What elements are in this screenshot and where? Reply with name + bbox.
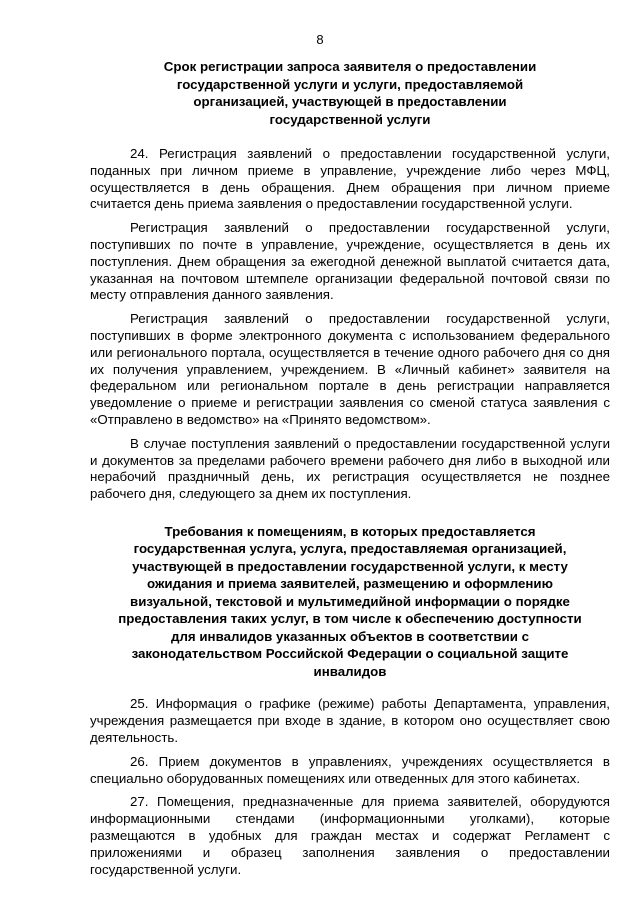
section-heading-registration-deadline: Срок регистрации запроса заявителя о предоставлении государственной услуги и услуги, предоставляемой организацией, участвующей в предоставлении государственной услуги (163, 59, 537, 127)
page-number: 8 (316, 32, 324, 47)
paragraph-electronic-registration: Регистрация заявлений о предоставлении государственной услуги, поступивших в форме электронного документа с использованием федерального или регионального портала, осуществляется в течение одного рабочего дня со дня их получения управлением, учреждением. В «Личный кабинет» заявителя на федеральном или региональном портале в день регистрации направляется уведомление о приеме и регистрации заявления со сменой статуса заявления с «Отправлено в ведомство» на «Принято ведомством». (90, 311, 610, 427)
section-heading-premises-requirements: Требования к помещениям, в которых предоставляется государственная услуга, услуга, предоставляемая организацией, участвующей в предоставлении государственной услуги, к месту ожидания и приема заявителей, размещению и оформлению визуальной, текстовой и мультимедийной информации о порядке предоставления таких услуг, в том числе к обеспечению доступности для инвалидов указанных объектов в соответствии с законодательством Российской Федерации о социальной защите инвалидов (118, 523, 582, 679)
paragraph-25: 25. Информация о графике (режиме) работы Департамента, управления, учреждения размещается при входе в здание, в котором оно осуществляет свою деятельность. (90, 696, 610, 746)
paragraph-27: 27. Помещения, предназначенные для приема заявителей, оборудуются информационными стендами (информационными уголками), которые размещаются в удобных для граждан местах и содержат Регламент с приложениями и образец заполнения заявления о предоставлении государственной услуги. (90, 794, 610, 877)
document-content (90, 58, 610, 885)
paragraph-off-hours-registration: В случае поступления заявлений о предоставлении государственной услуги и документов за пределами рабочего времени рабочего дня либо в выходной или нерабочий праздничный день, их регистрация осуществляется не позднее рабочего дня, следующего за днем их поступления. (90, 435, 610, 502)
paragraph-postal-registration: Регистрация заявлений о предоставлении государственной услуги, поступивших по почте в управление, учреждение, осуществляется в день их поступления. Днем обращения за ежегодной денежной выплатой считается дата, указанная на почтовом штемпеле организации федеральной почтовой связи по месту отправления данного заявления. (90, 220, 610, 303)
paragraph-24: 24. Регистрация заявлений о предоставлении государственной услуги, поданных при личном приеме в управление, учреждение либо через МФЦ, осуществляется в день обращения. Днем обращения при личном приеме считается день приема заявления о предоставлении государственной услуги. (90, 146, 610, 212)
paragraph-26: 26. Прием документов в управлениях, учреждениях осуществляется в специально оборудованных помещениях или отведенных для этого кабинетах. (90, 753, 610, 786)
